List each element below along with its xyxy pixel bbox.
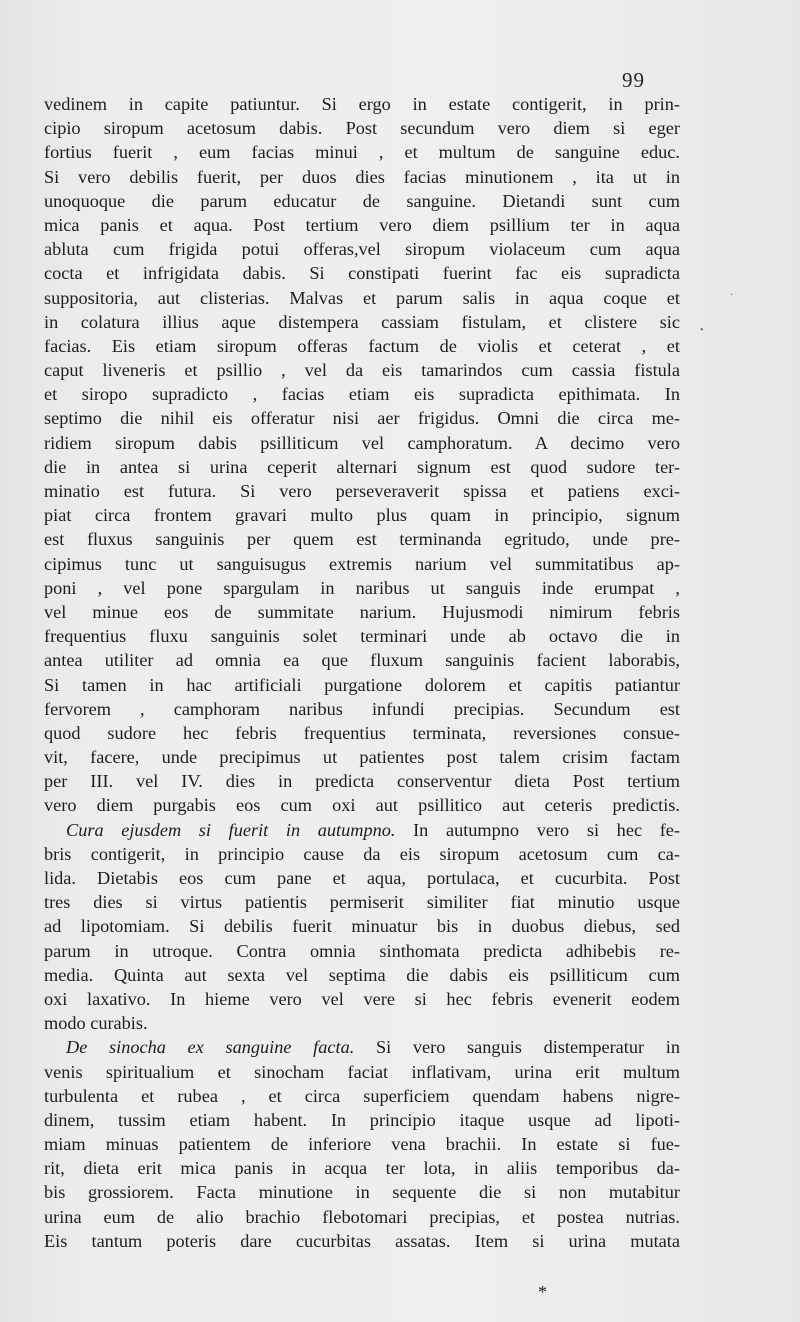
text-line: Eis tantum poteris dare cucurbitas assatas. Item si urina mutata [44,1230,680,1251]
text-line: unoquoque die parum educatur de sanguine. Dietandi sunt cum [44,190,680,211]
text-line: fervorem , camphoram naribus infundi precipias. Secundum est [44,698,680,719]
text-line: antea utiliter ad omnia ea que fluxum sanguinis facient laborabis, [44,650,680,671]
text-line: suppositoria, aut clisterias. Malvas et parum salis in aqua coque et [44,287,680,308]
text-line: piat circa frontem gravari multo plus quam in principio, signum [44,505,680,526]
text-line: mica panis et aqua. Post tertium vero diem psillium ter in aqua [44,214,680,235]
text-line: vedinem in capite patiuntur. Si ergo in estate contigerit, in prin- [44,94,680,114]
text-line: parum in utroque. Contra omnia sinthomata predicta adhibebis re- [44,940,680,961]
text-line: caput liveneris et psillio , vel da eis tamarindos cum cassia fistula [44,360,680,381]
text-line: modo curabis. [44,1013,148,1034]
text-line: frequentius fluxu sanguinis solet terminari unde ab octavo die in [44,626,680,647]
section-heading-line [44,1035,680,1059]
text-line: vit, facere, unde precipimus ut patientes post talem crisim factam [44,747,680,768]
paper-speck: · [730,290,734,301]
text-line: minatio est futura. Si vero perseveraverit spissa et patiens exci- [44,481,680,501]
text-line: miam minuas patientem de inferiore vena brachii. In estate si fue- [44,1134,680,1155]
section-heading: Cura ejusdem si fuerit in autumpno. [66,819,396,840]
footer-signature-mark: * [538,1282,547,1302]
text-line: poni , vel pone spargulam in naribus ut sanguis inde erumpat , [44,577,680,598]
text-line: facias. Eis etiam siropum offeras factum de violis et ceterat , et [44,335,680,356]
text-line: ridiem siropum dabis psilliticum vel camphoratum. A decimo vero [44,432,680,453]
paper-speck: • [700,325,704,336]
text-line: oxi laxativo. In hieme vero vel vere si hec febris evenerit eodem [44,988,680,1009]
text-line: lida. Dietabis eos cum pane et aqua, portulaca, et cucurbita. Post [44,868,680,888]
text-line: et siropo supradicto , facias etiam eis supradicta epithimata. In [44,384,680,405]
text-line: Si vero debilis fuerit, per duos dies facias minutionem , ita ut in [44,166,680,187]
text-line: media. Quinta aut sexta vel septima die dabis eis psilliticum cum [44,964,680,985]
text-line: turbulenta et rubea , et circa superficiem quendam habens nigre- [44,1085,680,1106]
body-text [44,92,680,1253]
text-line: cipimus tunc ut sanguisugus extremis narium vel summitatibus ap- [44,553,680,574]
text-line: urina eum de alio brachio flebotomari precipias, et postea nutrias. [44,1206,680,1227]
text-line: vero diem purgabis eos cum oxi aut psillitico aut ceteris predictis. [44,795,680,816]
text-line: in colatura illius aque distempera cassiam fistulam, et clistere sic [44,311,680,332]
section-heading-line [44,818,680,842]
text-line: ad lipotomiam. Si debilis fuerit minuatur bis in duobus diebus, sed [44,916,680,937]
text-line: die in antea si urina ceperit alternari signum est quod sudore ter- [44,456,680,477]
text-line: septimo die nihil eis offeratur nisi aer frigidus. Omni die circa me- [44,408,680,429]
text-line: bris contigerit, in principio cause da eis siropum acetosum cum ca- [44,843,680,864]
text-line: Si tamen in hac artificiali purgatione dolorem et capitis patiantur [44,674,680,695]
page-number: 99 [622,68,645,92]
line-text: Si vero sanguis distemperatur in [354,1037,680,1058]
text-line: cocta et infrigidata dabis. Si constipati fuerint fac eis supradicta [44,263,680,284]
text-line: fortius fuerit , eum facias minui , et multum de sanguine educ. [44,142,680,163]
text-line: tres dies si virtus patientis permiserit similiter fiat minutio usque [44,892,680,913]
text-line: cipio siropum acetosum dabis. Post secundum vero diem si eger [44,118,680,139]
line-text: In autumpno vero si hec fe- [395,819,680,840]
section-heading: De sinocha ex sanguine facta. [66,1037,355,1058]
text-line: per III. vel IV. dies in predicta conserventur dieta Post tertium [44,771,680,792]
text-line: vel minue eos de summitate narium. Hujusmodi nimirum febris [44,601,680,622]
text-line: venis spiritualium et sinocham faciat inflativam, urina erit multum [44,1061,680,1082]
text-line: est fluxus sanguinis per quem est terminanda egritudo, unde pre- [44,529,680,550]
text-line: quod sudore hec febris frequentius terminata, reversiones consue- [44,722,680,743]
text-line: abluta cum frigida potui offeras,vel siropum violaceum cum aqua [44,239,680,260]
text-line: dinem, tussim etiam habent. In principio itaque usque ad lipoti- [44,1109,680,1130]
text-line: rit, dieta erit mica panis in acqua ter lota, in aliis temporibus da- [44,1158,680,1179]
text-line: bis grossiorem. Facta minutione in sequente die si non mutabitur [44,1182,680,1203]
